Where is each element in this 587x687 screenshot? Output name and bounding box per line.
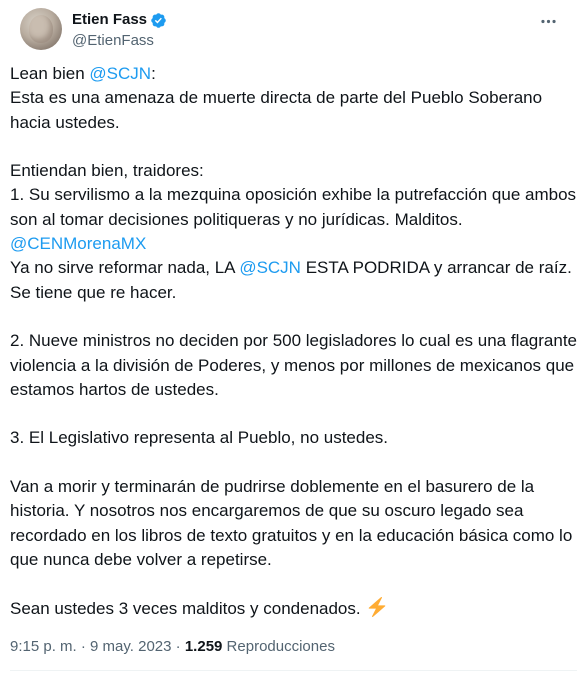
text-segment: : <box>151 64 156 83</box>
more-dots-icon <box>539 12 558 31</box>
text-segment: Entiendan bien, traidores: <box>10 161 204 181</box>
avatar-face <box>29 15 53 43</box>
views-count: 1.259 <box>184 637 223 655</box>
author-names <box>72 10 167 51</box>
paragraph-1 <box>10 62 577 135</box>
meta-separator: · <box>171 637 185 655</box>
text-segment: 1. Su servilismo a la mezquina oposición exhibe la putrefacción que ambos son al tomar decisiones politiqueras y no jurídicas. Malditos. <box>10 185 577 229</box>
paragraph-4: 3. El Legislativo representa al Pueblo, no ustedes. <box>10 428 389 448</box>
tweet-header <box>10 0 577 62</box>
mention-cenmorenamx[interactable]: @CENMorenaMX <box>10 234 147 254</box>
tweet-meta <box>10 637 577 657</box>
text-segment: Ya no sirve reformar nada, LA <box>10 258 240 278</box>
lightning-emoji-icon <box>367 597 387 617</box>
paragraph-2 <box>10 159 577 305</box>
tweet-text <box>10 62 577 621</box>
tweet-date[interactable]: 9 may. 2023 <box>90 637 172 655</box>
mention-scjn[interactable]: @SCJN <box>89 64 152 83</box>
paragraph-6 <box>10 597 577 621</box>
mention-scjn-2[interactable]: @SCJN <box>239 258 301 278</box>
views-label: Reproducciones <box>222 637 335 655</box>
display-name-row <box>72 10 167 30</box>
text-segment: Sean ustedes 3 veces malditos y condenados. <box>10 598 361 618</box>
more-options-icon[interactable] <box>535 8 561 34</box>
display-name[interactable]: Etien Fass <box>72 11 148 28</box>
divider <box>10 670 577 671</box>
meta-separator: · <box>76 637 91 655</box>
author-handle[interactable]: @EtienFass <box>72 32 154 49</box>
paragraph-3: 2. Nueve ministros no deciden por 500 legisladores lo cual es una flagrante violencia a la división de Poderes, y menos por millones de mexicanos que estamos hartos de ustedes. <box>10 331 578 399</box>
text-segment: Lean bien <box>10 64 90 83</box>
paragraph-5: Van a morir y terminarán de pudrirse doblemente en el basurero de la historia. Y nosotros nos encargaremos de que su oscuro legado sea recordado en los libros de texto gratuitos y en la educación básica como lo que nunca debe volver a repetirse. <box>10 477 573 569</box>
verified-badge-icon <box>150 12 167 29</box>
text-segment: Esta es una amenaza de muerte directa de parte del Pueblo Soberano hacia ustedes. <box>10 88 543 132</box>
tweet-time[interactable]: 9:15 p. m. <box>10 637 77 655</box>
text-segment: ESTA PODRIDA y arrancar de raíz. Se tiene que re hacer. <box>10 258 572 302</box>
avatar[interactable] <box>20 8 62 50</box>
